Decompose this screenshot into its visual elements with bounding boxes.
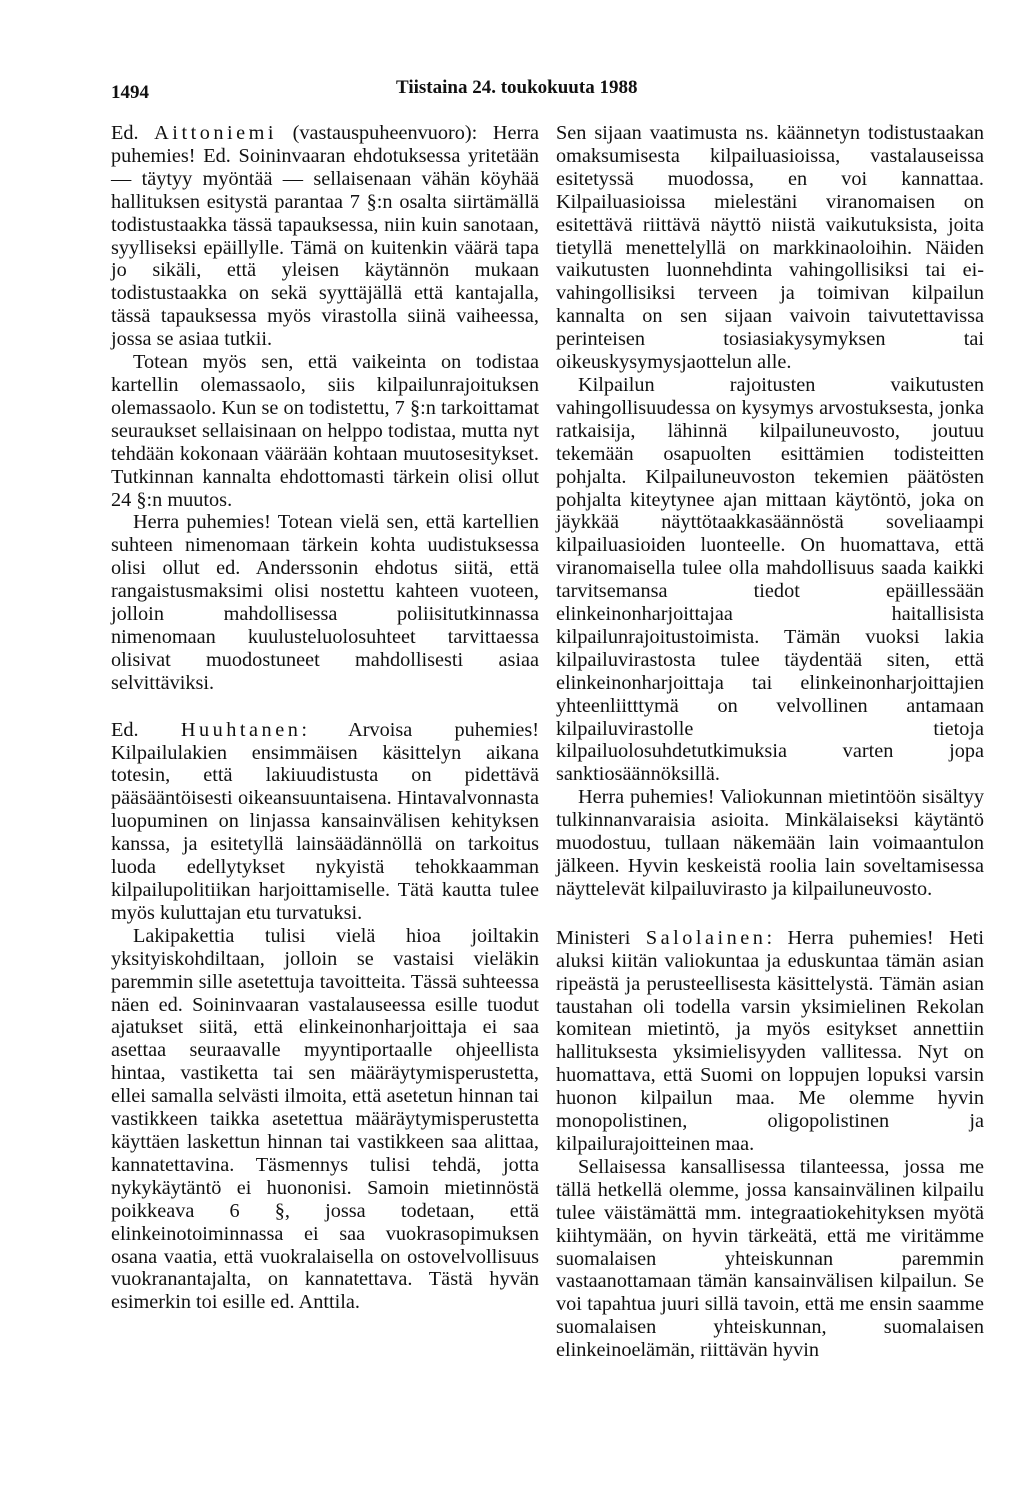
speech-huuhtanen (111, 719, 539, 925)
page-header (0, 74, 1024, 104)
speaker-name: Huuhtanen (180, 718, 302, 741)
paragraph: Sellaisessa kansallisessa tilanteessa, jossa me tällä hetkellä olemme, jossa kansainvälinen kilpailu tulee väistämättä mm. integraatiokehityksen myötä kiihtymään, on hyvin tärkeätä, että me viritämme suomalaisen yhteiskunnan paremmin vastaanottamaan tämän kansainvälisen kilpailun. Se voi tapahtua juuri sillä tavoin, että me ensin saamme suomalaisen yhteiskunnan, suomalaisen elinkeinoelämän, riittävän hyvin (556, 1155, 984, 1362)
speech-separator (111, 695, 539, 719)
speaker-prefix: Ministeri (556, 926, 631, 949)
paragraph-continued: Sen sijaan vaatimusta ns. käännetyn todistustaakan omaksumisesta kilpailuasioissa, vastalauseissa esitetyssä muodossa, en voi kannattaa. Kilpailuasioissa mielestäni viranomaisen on esitettävä riittävä näyttö niistä vaikutuksista, joita tietyllä menettelyllä on markkinaoloihin. Näiden vaikutusten luonnehdinta vahingollisiksi tai ei-vahingollisiksi terveen ja toimivan kilpailun kannalta on sen sijaan vaivoin taivutettavissa perinteisen tosiasiakysymyksen tai oikeuskysymysjaottelun alle. (556, 122, 984, 374)
page-number: 1494 (111, 82, 149, 103)
speaker-name: Salolainen (645, 926, 767, 949)
paragraph: Lakipakettia tulisi vielä hioa joiltakin yksityiskohdiltaan, jolloin se vastaisi vieläkin paremmin sille asetettuja tavoitteita. Tässä suhteessa näen ed. Soininvaaran vastalauseessa esille tuodut ajatukset siitä, että elinkeinonharjoittaja ei saa asettaa seuraavalle myyntiportaalle ohjeellista hintaa, vastiketta tai sen määräytymisperustetta, ellei samalla selvästi ilmoita, että asetetun hinnan tai vastikkeen taikka asetettua määräytymisperustetta käyttäen laskettun hinnan tai vastikkeen saa alittaa, kannatettavina. Täsmennys tulisi tehdä, jotta nykykäytäntö ei huononisi. Samoin mietinnöstä poikkeava 6 §, jossa todetaan, että elinkeinotoiminnassa ei saa vuokrasopimuksen osana vaatia, että vuokralaisella on ostovelvollisuus vuokranantajalta, on kannatettava. Tästä hyvän esimerkin toi esille ed. Anttila. (111, 924, 539, 1314)
speaker-name: Aittoniemi (154, 122, 278, 144)
speech-text: (vastauspuheenvuoro): Herra puhemies! Ed. Soininvaaran ehdotuksessa yritetään — täytyy myöntää — sellaisenaan vähän köyhää hallituksen esitystä parantaa 7 §:n osalta siirtämällä todistustaakka tässä tapauksessa, niin kuin sanotaan, syylliseksi epäillylle. Tämä on kuitenkin väärä tapa jo sikäli, että yleisen käytännön mukaan todistustaakka on sekä syyttäjällä että kantajalla, tässä tapauksessa myös virastolla siinä vaiheessa, jossa se asiaa tutkii. (111, 122, 540, 351)
paragraph: Kilpailun rajoitusten vaikutusten vahingollisuudessa on kysymys arvostuksesta, jonka ratkaisija, lähinnä kilpailuneuvosto, joutuu tekemään osapuolten esittämien todisteitten pohjalta. Kilpailuneuvoston tekemien päätösten pohjalta kiteytynee ajan mittaan käytöntö, joka on jäykkää näyttötaakkasäännöstä soveliaampi kilpailuasioiden luonteelle. On huomattava, että viranomaisella tulee olla mahdollisuus saada kaikki tarvitsemansa tiedot epäillessään elinkeinonharjoittajaa haitallisista kilpailunrajoitustoimista. Tämän vuoksi lakia kilpailuvirastosta tulee täydentää siten, että elinkeinonharjoittaja tai elinkeinonharjoittajien yhteenliitttymä on velvollinen antamaan kilpailuvirastolle tietoja kilpailuolosuhdetutkimuksia varten jopa sanktiosäännöksillä. (556, 373, 984, 786)
speech-aittoniemi (111, 122, 539, 351)
speech-text: : Herra puhemies! Heti aluksi kiitän valiokuntaa ja eduskuntaa tämän asian ripeästä ja perusteellisesta käsittelystä. Tämän asian taustahan oli todella varsin yksimielinen Rekolan komitean mietintö, ja myös esitykset annettiin hallituksesta yksimielisyyden vallitessa. Nyt on huomattava, että Suomi on loppujen lopuksi varsin huonon kilpailun maa. Me olemme hyvin monopolistinen, oligopolistinen ja kilpailurajoitteinen maa. (556, 926, 984, 1155)
left-column (111, 122, 539, 1314)
paragraph: Totean myös sen, että vaikeinta on todistaa kartellin olemassaolo, siis kilpailunrajoituksen olemassaolo. Kun se on todistettu, 7 §:n tarkoittamat seuraukset sellaisinaan on helppo todistaa, mutta nyt tehdään kokonaan väärään kohtaan muutosesitykset. Tutkinnan kannalta ehdottomasti tärkein olisi ollut 24 §:n muutos. (111, 351, 539, 511)
speaker-prefix: Ed. (111, 718, 139, 741)
speech-text: : Arvoisa puhemies! Kilpailulakien ensimmäisen käsittelyn aikana totesin, että lakiuudistusta on pidettävä pääsääntöisesti oikeansuuntaisena. Hintavalvonnasta luopuminen on linjassa kansainvälisen kehityksen kanssa, ja esitetyllä lainsäädännöllä on tarkoitus luoda edellytykset nykyistä tehokkaamman kilpailupolitiikan harjoittamiselle. Tätä kautta tulee myös kuluttajan etu turvatuksi. (111, 718, 539, 924)
paragraph: Herra puhemies! Valiokunnan mietintöön sisältyy tulkinnanvaraisia asioita. Minkälaiseksi käytäntö muodostuu, tullaan näkemään lain voimaantulon jälkeen. Hyvin keskeistä roolia lain soveltamisessa näyttelevät kilpailuvirasto ja kilpailuneuvosto. (556, 786, 984, 900)
paragraph: Herra puhemies! Totean vielä sen, että kartellien suhteen nimenomaan tärkein kohta uudistuksessa olisi ollut ed. Anderssonin ehdotus siitä, että rangaistusmaksimi olisi nostettu kahteen vuoteen, jolloin mahdollisessa poliisitutkinnassa nimenomaan kuulusteluolosuhteet tarvittaessa olisivat muodostuneet mahdollisesti asiaa selvittäviksi. (111, 511, 539, 694)
speaker-prefix: Ed. (111, 122, 139, 144)
speech-salolainen (556, 927, 984, 1156)
page-date: Tiistaina 24. toukokuuta 1988 (396, 77, 638, 98)
speech-separator (556, 901, 984, 927)
right-column (556, 122, 984, 1362)
